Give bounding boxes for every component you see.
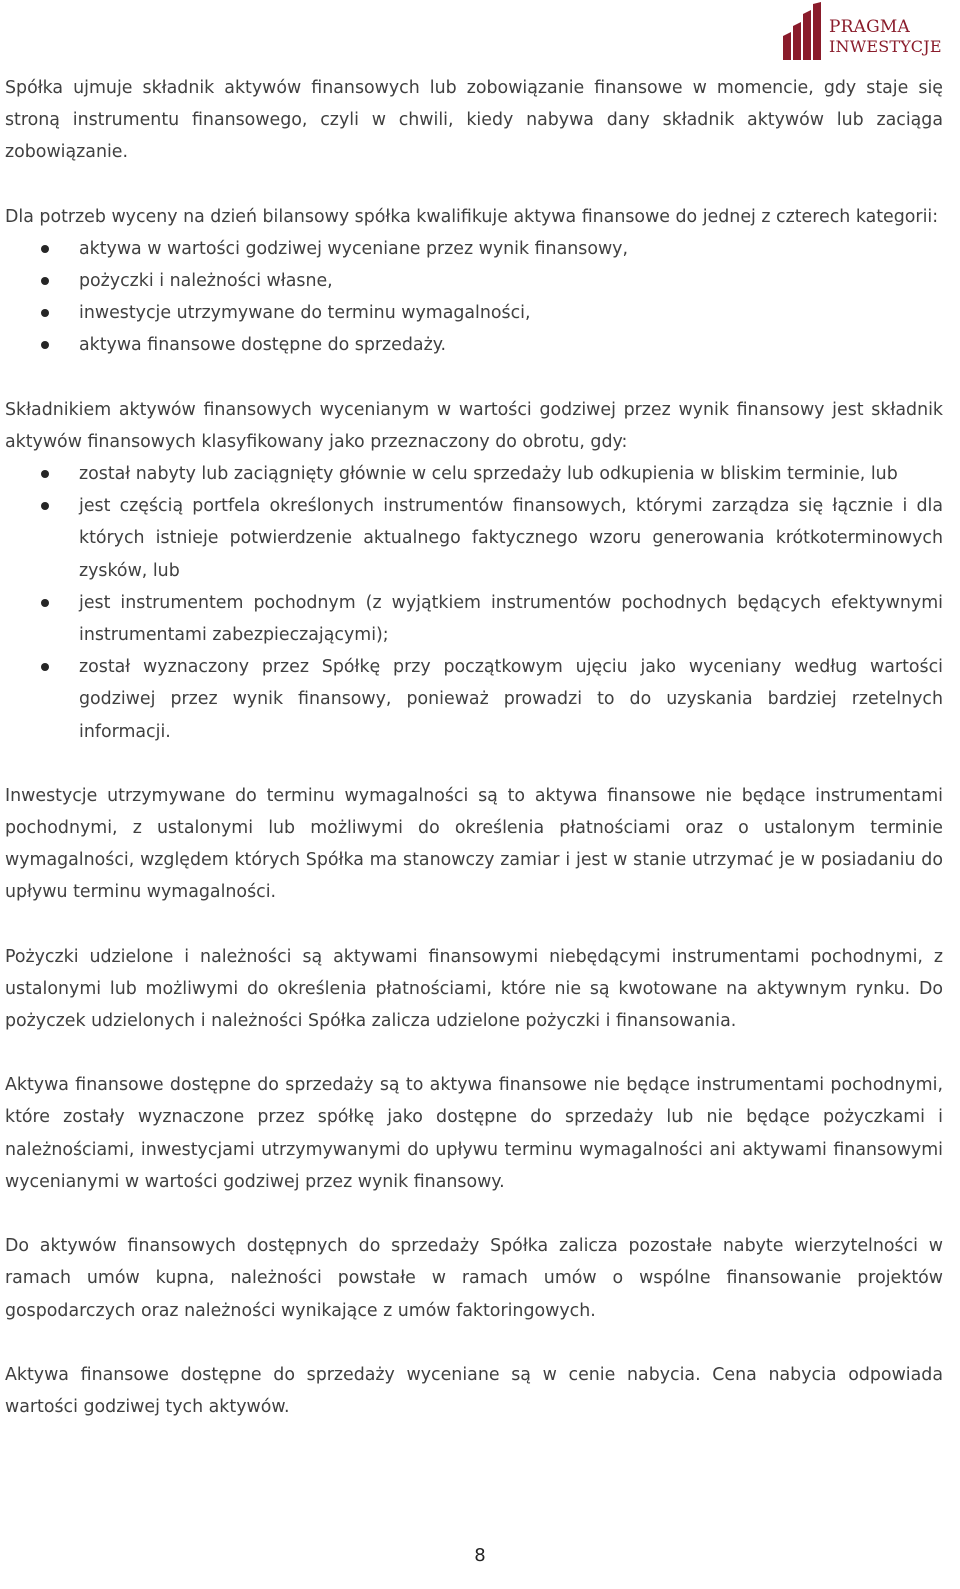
logo-line-2: INWESTYCJE xyxy=(829,37,942,56)
list-item: został wyznaczony przez Spółkę przy początkowym ujęciu jako wyceniany według wartości godziwej przez wynik finansowy, ponieważ prowadzi to do uzyskania bardziej rzetelnych informacji. xyxy=(5,651,943,748)
paragraph-recognition: Spółka ujmuje składnik aktywów finansowych lub zobowiązanie finansowe w momencie, gdy staje się stroną instrumentu finansowego, czyli w chwili, kiedy nabywa dany składnik aktywów lub zaciąga zobowiązanie. xyxy=(5,78,943,163)
logo-wordmark xyxy=(829,18,942,56)
document-body xyxy=(5,72,943,1455)
paragraph-afs-valuation: Aktywa finansowe dostępne do sprzedaży wyceniane są w cenie nabycia. Cena nabycia odpowiada wartości godziwej tych aktywów. xyxy=(5,1364,943,1417)
bullet-icon xyxy=(41,599,49,607)
bullet-icon xyxy=(41,502,49,510)
list-item: pożyczki i należności własne, xyxy=(5,265,943,297)
paragraph-held-to-maturity: Inwestycje utrzymywane do terminu wymagalności są to aktywa finansowe nie będące instrumentami pochodnymi, z ustalonymi lub możliwymi do określenia płatnościami oraz o ustalonym terminie wymagalności, względem których Spółka ma stanowczy zamiar i jest w stanie utrzymać je w posiadaniu do upływu terminu wymagalności. xyxy=(5,785,943,903)
bullet-icon xyxy=(41,277,49,285)
bullet-icon xyxy=(41,245,49,253)
categories-list xyxy=(5,233,943,362)
bullet-icon xyxy=(41,309,49,317)
logo-bars-icon xyxy=(781,2,823,60)
company-logo xyxy=(781,2,946,60)
fair-value-conditions-list xyxy=(5,458,943,748)
paragraph-loans-receivables: Pożyczki udzielone i należności są aktywami finansowymi niebędącymi instrumentami pochodnymi, z ustalonymi lub możliwymi do określenia płatnościami, które nie są kwotowane na aktywnym rynku. Do pożyczek udzielonych i należności Spółka zalicza udzielone pożyczki i finansowania. xyxy=(5,946,943,1032)
logo-line-1: PRAGMA xyxy=(829,17,910,37)
list-item: został nabyty lub zaciągnięty głównie w celu sprzedaży lub odkupienia w bliskim terminie, lub xyxy=(5,458,943,490)
paragraph-available-for-sale: Aktywa finansowe dostępne do sprzedaży są to aktywa finansowe nie będące instrumentami pochodnymi, które zostały wyznaczone przez spółkę jako dostępne do sprzedaży lub nie będące pożyczkami i należnościami, inwestycjami utrzymywanymi do upływu terminu wymagalności ani aktywami finansowymi wycenianymi w wartości godziwej przez wynik finansowy. xyxy=(5,1075,943,1192)
bullet-icon xyxy=(41,341,49,349)
bullet-icon xyxy=(41,663,49,671)
list-item: jest częścią portfela określonych instrumentów finansowych, którymi zarządza się łącznie i dla których istnieje potwierdzenie aktualnego faktycznego wzoru generowania krótkoterminowych zysków, lub xyxy=(5,490,943,587)
list-item: jest instrumentem pochodnym (z wyjątkiem instrumentów pochodnych będących efektywnymi instrumentami zabezpieczającymi); xyxy=(5,587,943,651)
bullet-icon xyxy=(41,470,49,478)
paragraph-categories-intro: Dla potrzeb wyceny na dzień bilansowy spółka kwalifikuje aktywa finansowe do jednej z czterech kategorii: xyxy=(5,206,939,227)
list-item: inwestycje utrzymywane do terminu wymagalności, xyxy=(5,297,943,329)
paragraph-afs-includes: Do aktywów finansowych dostępnych do sprzedaży Spółka zalicza pozostałe nabyte wierzytelności w ramach umów kupna, należności powstałe w ramach umów o wspólne finansowanie projektów gospodarczych oraz należności wynikające z umów faktoringowych. xyxy=(5,1236,943,1321)
paragraph-fair-value-intro: Składnikiem aktywów finansowych wycenianym w wartości godziwej przez wynik finansowy jest składnik aktywów finansowych klasyfikowany jako przeznaczony do obrotu, gdy: xyxy=(5,399,943,452)
list-item: aktywa finansowe dostępne do sprzedaży. xyxy=(5,329,943,361)
list-item: aktywa w wartości godziwej wyceniane przez wynik finansowy, xyxy=(5,233,943,265)
page-number: 8 xyxy=(474,1545,486,1566)
